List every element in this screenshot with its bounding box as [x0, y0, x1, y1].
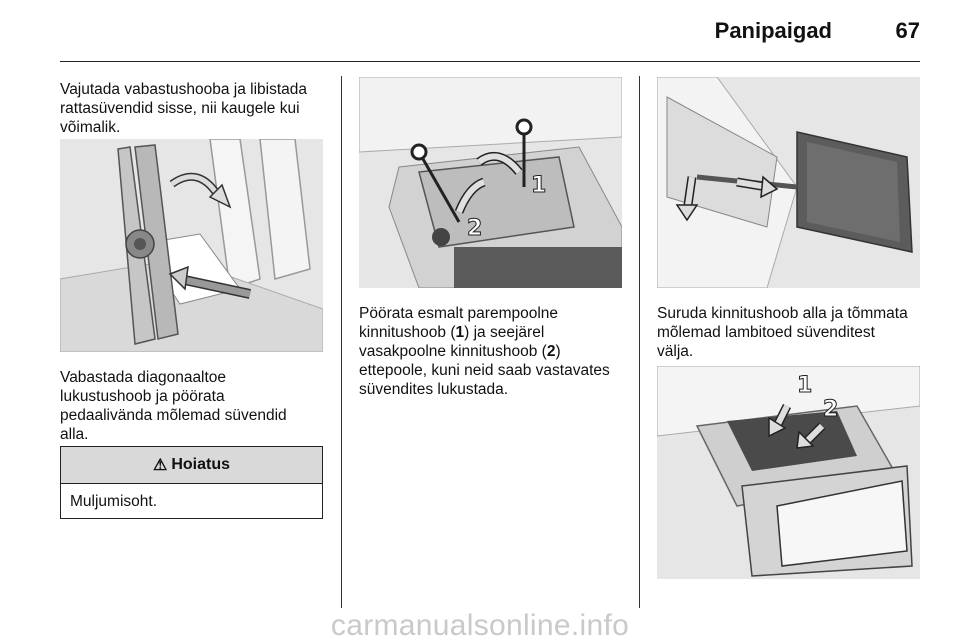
- column-divider: [639, 76, 640, 608]
- text-line: ettepoole, kuni neid saab vastavates: [359, 362, 610, 379]
- text-line: Vabastada diagonaaltoe: [60, 369, 227, 386]
- illustration-release-lever: [60, 139, 323, 352]
- page-title: Panipaigad: [714, 18, 832, 43]
- figure-label: 1: [531, 173, 547, 198]
- text-line: alla.: [60, 426, 89, 443]
- text-line: lukustushoob ja pöörata: [60, 388, 225, 405]
- instruction-paragraph: [359, 304, 634, 399]
- text-line: [359, 323, 634, 342]
- text-line: [359, 342, 634, 361]
- text-line: Pöörata esmalt parempoolne: [359, 305, 559, 322]
- warning-text: Muljumisoht.: [70, 493, 157, 510]
- warning-title: Hoiatus: [171, 456, 230, 473]
- figure-label: 2: [467, 216, 483, 241]
- illustration-fastening-levers: [359, 77, 622, 288]
- text-line: rattasüvendid sisse, nii kaugele kui: [60, 100, 300, 117]
- text-line: süvendites lukustada.: [359, 381, 509, 398]
- text-line: võimalik.: [60, 119, 121, 136]
- text-span: kinnitushoob (: [359, 324, 456, 341]
- text-line: välja.: [657, 343, 694, 360]
- illustration-lamp-removal: [657, 366, 920, 579]
- text-line: Vajutada vabastushooba ja libistada: [60, 81, 308, 98]
- warning-triangle-icon: ⚠: [152, 457, 168, 474]
- illustration-lamp-supports: [657, 77, 920, 288]
- warning-box: [60, 446, 323, 519]
- page-header: [60, 0, 920, 62]
- instruction-paragraph: [60, 368, 330, 444]
- instruction-paragraph: [657, 304, 927, 361]
- text-span: ): [555, 343, 561, 360]
- reference-number: 1: [455, 324, 465, 341]
- text-line: mõlemad lambitoed süvenditest: [657, 324, 875, 341]
- text-line: Suruda kinnitushoob alla ja tõmmata: [657, 305, 908, 322]
- page-number: 67: [895, 18, 920, 43]
- reference-number: 2: [546, 343, 556, 360]
- warning-header: [61, 447, 322, 484]
- figure-label: 2: [823, 397, 839, 422]
- watermark: carmanualsonline.info: [330, 609, 630, 642]
- instruction-paragraph: [60, 80, 330, 137]
- column-divider: [341, 76, 342, 608]
- text-line: pedaalivända mõlemad süvendid: [60, 407, 287, 424]
- figure-label: 1: [797, 373, 813, 398]
- text-span: ) ja seejärel: [464, 324, 545, 341]
- text-span: vasakpoolne kinnitushoob (: [359, 343, 547, 360]
